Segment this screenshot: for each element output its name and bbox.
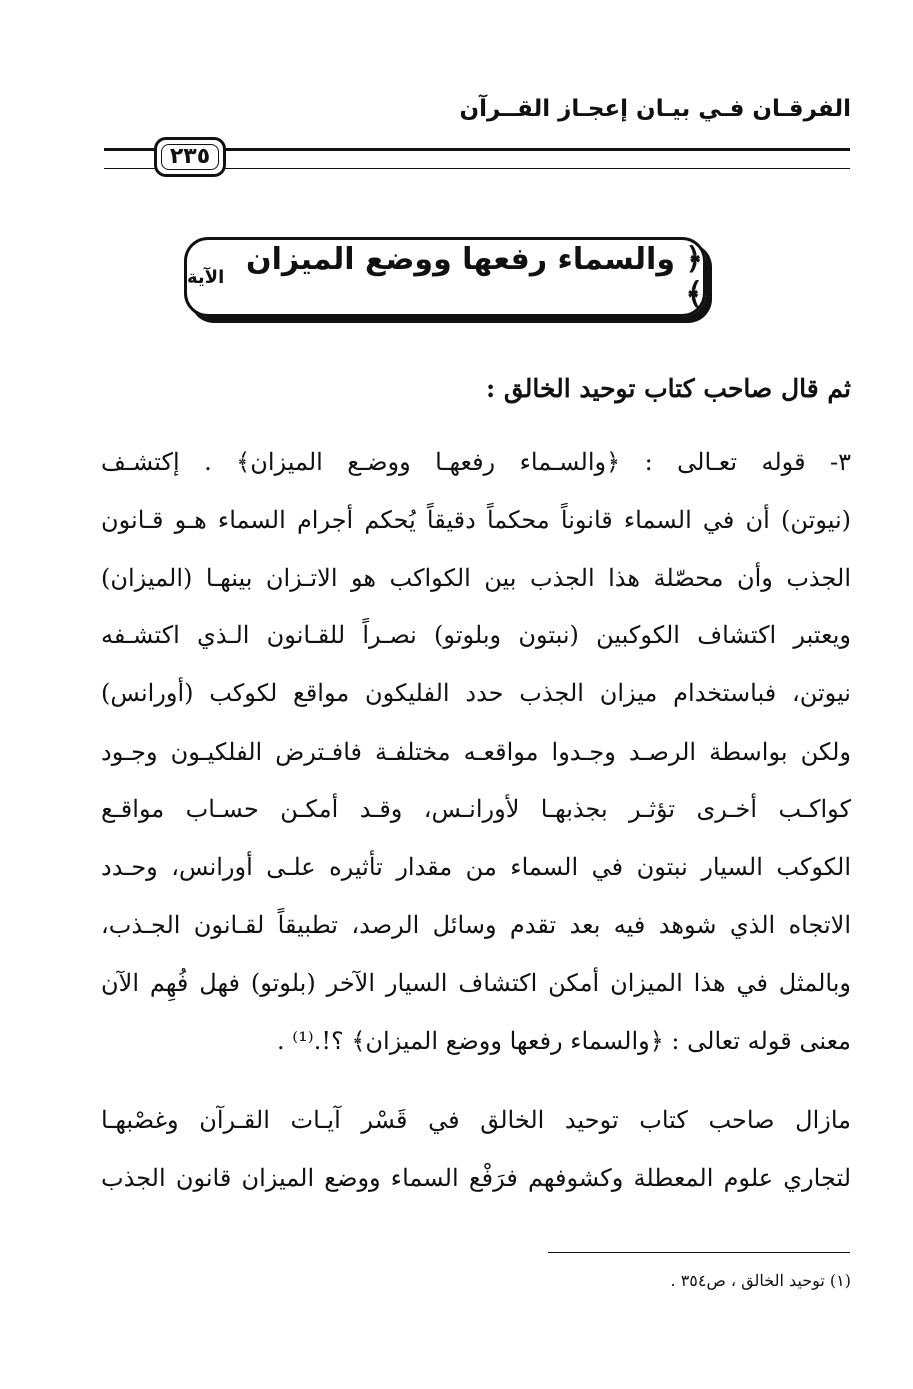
body-line: ولكن بواسطة الرصـد وجـدوا مواقعـه مختلفـة فافـترض الفلكيـون وجـود — [101, 738, 851, 766]
body-line: كواكـب أخـرى تؤثـر بجذبهـا لأورانـس، وقـد أمكـن حسـاب مواقـع — [101, 795, 851, 823]
footnote: (١) توحيد الخالق ، ص٣٥٤ . — [670, 1271, 851, 1290]
body-line: الجذب وأن محصّلة هذا الجذب بين الكواكب هو الاتـزان بينهـا (الميزان) — [101, 564, 851, 592]
body-line: ٣- قوله تعـالى : ﴿والسـماء رفعهـا ووضـع الميزان﴾ . إكتشـف — [101, 448, 851, 476]
body-line: لتجاري علوم المعطلة وكشوفهم فرَفْع السماء ووضع الميزان قانون الجذب — [101, 1164, 851, 1192]
body-line: نيوتن، فباستخدام ميزان الجذب حدد الفليكون مواقع لكوكب (أورانس) — [101, 679, 851, 707]
body-line: (نيوتن) أن في السماء قانوناً محكماً دقيقاً يُحكم أجرام السماء هـو قـانون — [101, 506, 851, 534]
body-line: وبالمثل في هذا الميزان أمكن اكتشاف السيار الآخر (بلوتو) فهل فُهِم الآن — [101, 969, 851, 997]
body-line: ويعتبر اكتشاف الكوكبين (نبتون وبلوتو) نصـراً للقـانون الـذي اكتشـفه — [101, 621, 851, 649]
running-title: الفرقـان فـي بيـان إعجـاز القــرآن — [459, 96, 851, 122]
section-heading-box — [184, 237, 706, 317]
body-line: معنى قوله تعالى : ﴿والسماء رفعها ووضع الميزان﴾ ؟!.⁽¹⁾ . — [277, 1027, 851, 1055]
body-line: الاتجاه الذي شوهد فيه بعد تقدم وسائل الرصد، تطبيقاً لقـانون الجـذب، — [101, 911, 851, 939]
body-line: الكوكب السيار نبتون في السماء من مقدار تأثيره علـى أورانس، وحـدد — [101, 853, 851, 881]
section-heading-tail: الآية — [187, 266, 225, 288]
intro-line: ثم قال صاحب كتاب توحيد الخالق : — [485, 374, 851, 403]
page-number: ٢٣٥ — [154, 137, 226, 177]
section-heading: ﴿ والسماء رفعها ووضع الميزان ﴾ — [246, 242, 703, 312]
footnote-rule — [548, 1252, 850, 1253]
body-line: مازال صاحب كتاب توحيد الخالق في قَسْر آيـات القـرآن وغصْبهـا — [101, 1106, 851, 1134]
